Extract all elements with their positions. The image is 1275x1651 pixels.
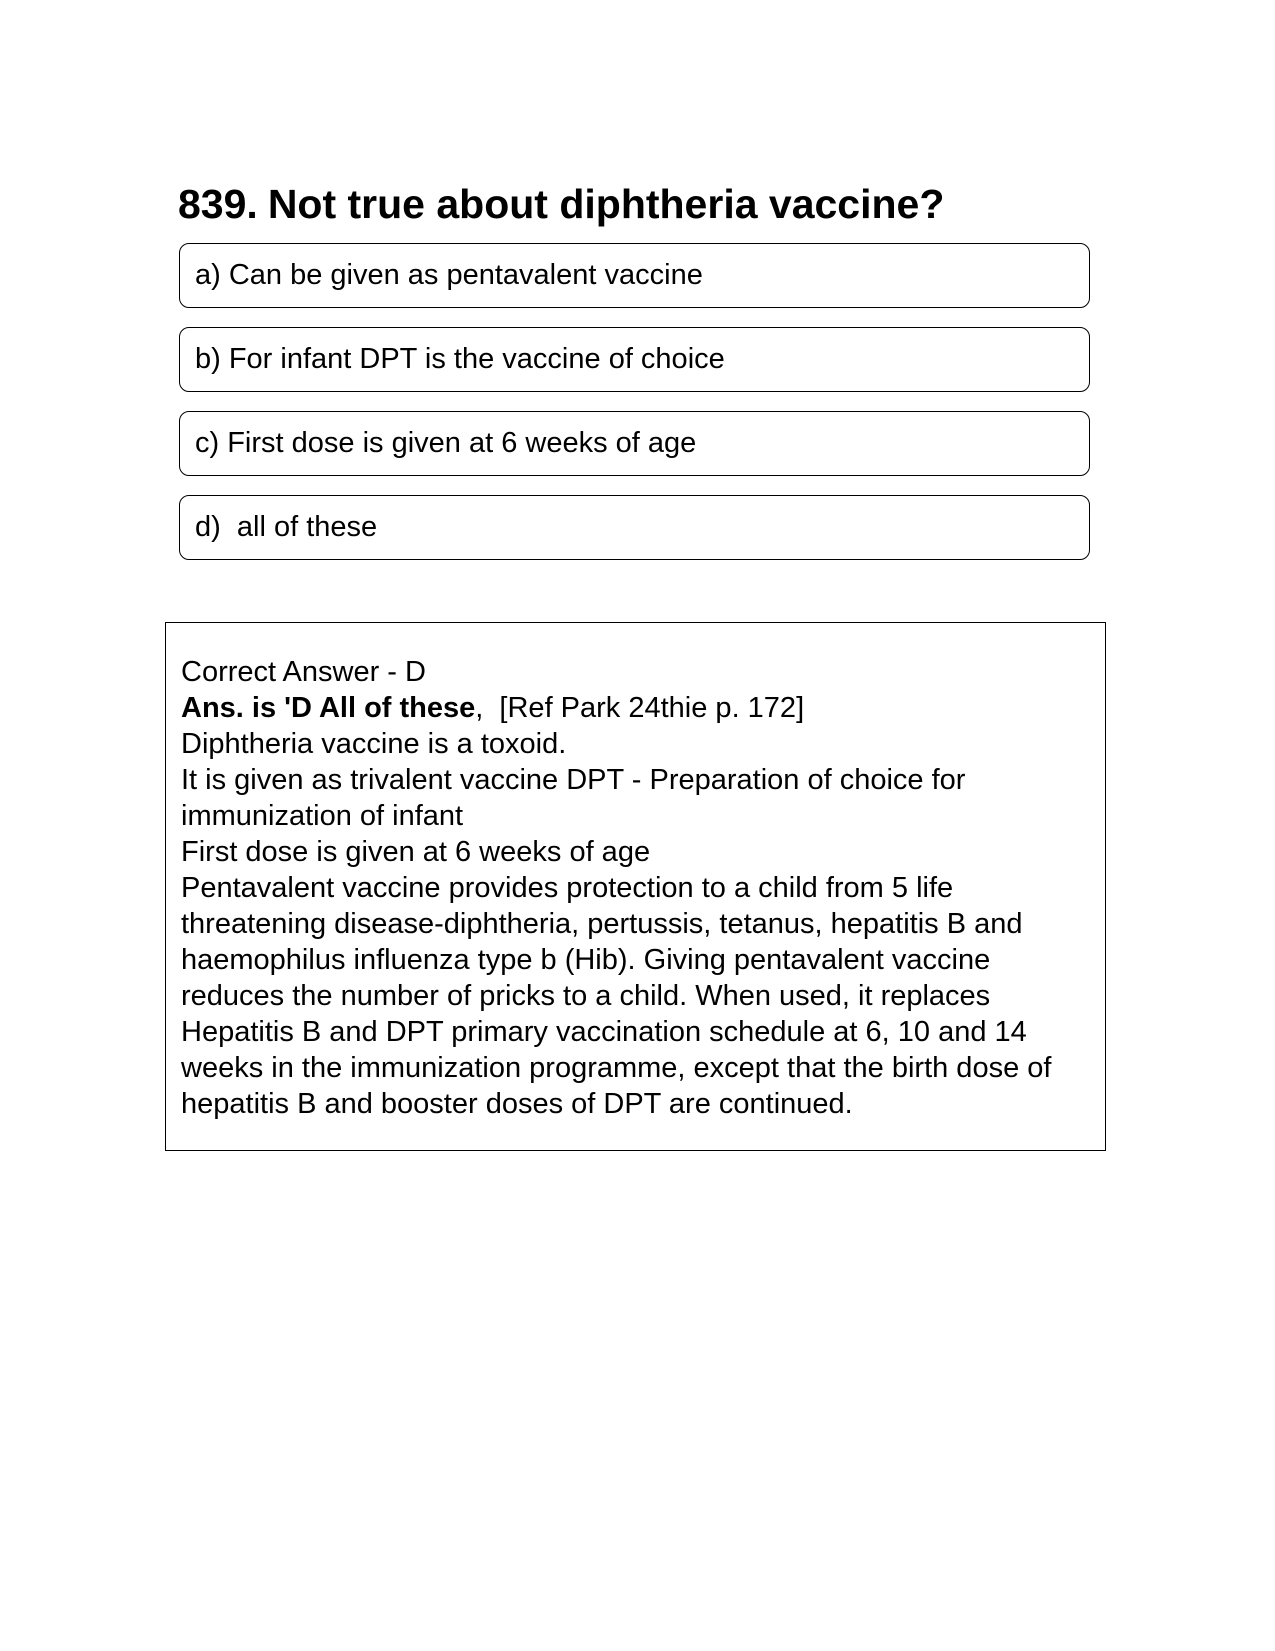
question-text: Not true about diphtheria vaccine? — [267, 181, 945, 227]
explanation-line: It is given as trivalent vaccine DPT - Preparation of choice for immunization of infant — [181, 764, 974, 832]
option-a[interactable]: a) Can be given as pentavalent vaccine — [179, 243, 1090, 308]
question-number: 839. — [178, 181, 258, 227]
question-title — [178, 176, 944, 232]
option-c[interactable]: c) First dose is given at 6 weeks of age — [179, 411, 1090, 476]
explanation-line: First dose is given at 6 weeks of age — [181, 836, 651, 868]
explanation-line: Diphtheria vaccine is a toxoid. — [181, 728, 567, 760]
option-b[interactable]: b) For infant DPT is the vaccine of choice — [179, 327, 1090, 392]
answer-statement — [181, 690, 1090, 726]
answer-reference: , [Ref Park 24thie p. 172] — [475, 692, 805, 724]
option-d[interactable]: d) all of these — [179, 495, 1090, 560]
correct-answer: Correct Answer - D — [181, 656, 426, 688]
explanation-line: Pentavalent vaccine provides protection to a child from 5 life threatening disease-diphtheria, pertussis, tetanus, hepatitis B and haemophilus influenza type b (Hib). Giving pentavalent vaccine reduces the number of pricks to a child. When used, it replaces Hepatitis B and DPT primary vaccination schedule at 6, 10 and 14 weeks in the immunization programme, except that the birth dose of hepatitis B and booster doses of DPT are continued. — [181, 872, 1060, 1120]
answer-statement-bold: Ans. is 'D All of these — [181, 692, 476, 724]
answer-explanation-box — [165, 622, 1106, 1151]
